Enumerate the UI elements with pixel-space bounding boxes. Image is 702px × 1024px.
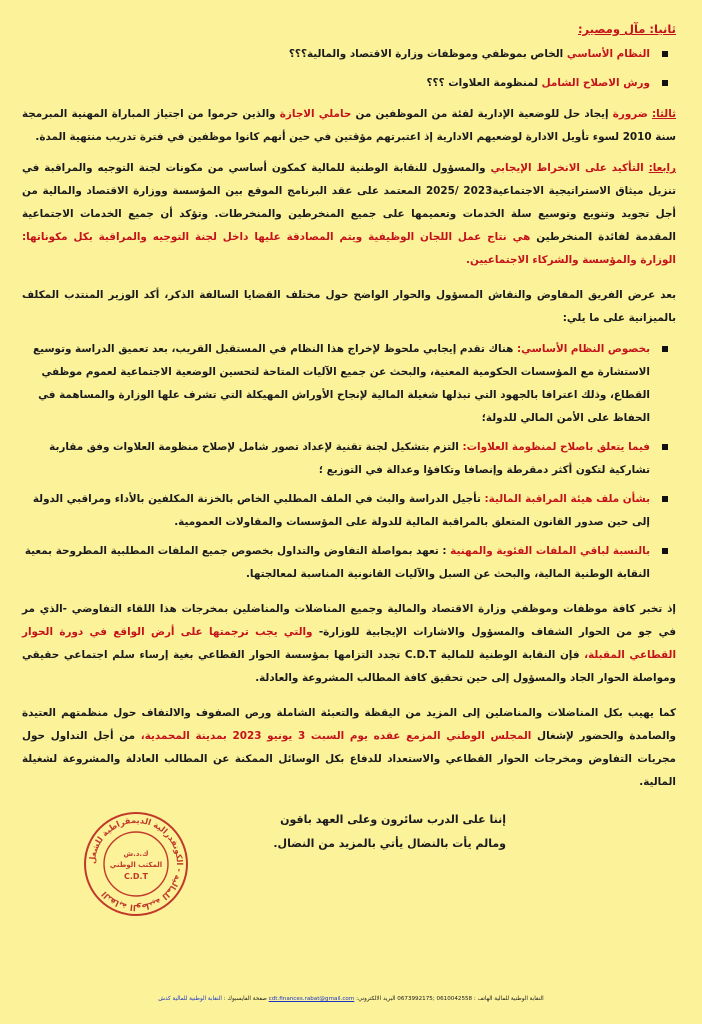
- list-item: [22, 488, 650, 534]
- list-item: [22, 72, 650, 95]
- call-highlight: المجلس الوطني المزمع عقده يوم السبت 3 يونيو 2023 بمدينة المحمدية،: [140, 730, 532, 742]
- outcome-text: إذ تخبر كافة موظفات وموظفي وزارة الاقتصاد والمالية وجميع المناضلات والمناضلين بمخرجات هذا اللقاء التفاوضي -الذي مر في جو من الحوار الشفاف والمسؤول والاشارات الإيجابية للوزارة-: [22, 603, 676, 638]
- section-four-label: رابعا:: [648, 162, 676, 174]
- call-paragraph: [22, 702, 676, 794]
- section-four-highlight: التأكيد على الانخراط الإيجابي: [490, 162, 649, 174]
- outcome-text-2: فإن النقابة الوطنية للمالية C.D.T تجدد التزامها بمؤسسة الحوار القطاعي بغية إرساء سلم اجتماعي حقيقي ومواصلة الحوار الجاد والمسؤول إلى حين تحقيق كافة المطالب المشروعة والعادلة.: [22, 649, 676, 684]
- commitment-text: تأجيل الدراسة والبث في الملف المطلبي الخاص بالخزنة المكلفين بالأداء ومراقبي الدولة إلى حين صدور القانون المتعلق بالمراقبة المالية للدولة على المؤسسات والمقاولات العمومية.: [32, 493, 650, 528]
- item-highlight: النظام الأساسي: [566, 48, 650, 60]
- stamp-ring-text: النقابة الوطنية للمالية - الكونفدرالية الديمقراطية للشغل: [86, 814, 186, 914]
- closing-line: ومالم يأت بالنضال يأتي بالمزيد من النضال.: [273, 837, 506, 850]
- commitment-text: : تعهد بمواصلة التفاوض والتداول بخصوص جميع الملفات المطلبية المطروحة بمعية النقابة الوطنية المالية، والبحث عن السبل والآليات القانونية المناسبة لمعالجتها.: [24, 545, 650, 580]
- stamp-line-1: ك.د.ش: [123, 850, 149, 858]
- section-four-text: والمسؤول للنقابة الوطنية للمالية كمكون أساسي من مكونات لجنة التوجيه والمراقبة في تنزيل ميثاق الاستراتيجية الاجتماعية2023 /2025 المعتمد على عقد البرنامج الموقع بين المؤسسة ووزارة الاقتصاد والمالية من أجل تجويد وتنويع وتوسيع سلة الخدمات وتعميمها على جميع المنخرطين والمنخرطات. وتؤكد أن جميع الخدمات الاجتماعية المقدمة لفائدة المنخرطين: [22, 162, 676, 243]
- section-three-paragraph: [22, 103, 676, 149]
- commitment-title: بشأن ملف هيئة المراقبة المالية:: [484, 493, 650, 505]
- section-four-highlight-end: هي نتاج عمل اللجان الوظيفية ويتم المصادقة عليها داخل لجنة التوجيه والمراقبة بكل مكوناتها: الوزارة والمؤسسة والشركاء الاجتماعيين.: [22, 231, 676, 266]
- commitments-list: [22, 338, 676, 586]
- section-three-highlight-2: حاملي الاجازة: [279, 108, 352, 120]
- footer-fb-label: صفحة الفايسبوك :: [223, 996, 269, 1002]
- stamp-line-2: المكتب الوطني: [109, 861, 163, 869]
- section-four-paragraph: [22, 157, 676, 272]
- commitment-title: بالنسبة لباقي الملفات الفئوية والمهنية: [450, 545, 650, 557]
- list-item: [22, 338, 650, 430]
- stamp-seal-icon: [82, 810, 190, 918]
- outcome-paragraph: [22, 598, 676, 690]
- commitment-text: التزم بتشكيل لجنة تقنية لإعداد تصور شامل لإصلاح منظومة العلاوات وفق مقاربة تشاركية لتكون أكثر دمقرطة وإنصافا وتكافؤا وعدالة في التوزيع ؛: [49, 441, 650, 476]
- call-text: كما يهيب بكل المناضلات والمناضلين إلى المزيد من اليقظة والتعبئة الشاملة ورص الصفوف والالتفاف حول منظمتهم العتيدة والصامدة والحضور لإشغال: [22, 707, 677, 742]
- item-text: الخاص بموظفي وموظفات وزارة الاقتصاد والمالية؟؟؟: [288, 48, 567, 60]
- footer-contact: النقابة الوطنية للمالية الهاتف : 0610042558 ;0673992175 البريد الالكتروني:: [356, 996, 544, 1002]
- page-footer: [0, 996, 702, 1002]
- section-three-highlight: ضرورة: [612, 108, 652, 120]
- outcome-highlight: والتي يجب ترجمتها على أرض الواقع في دورة الحوار القطاعي المقبلة،: [22, 626, 677, 661]
- item-text: لمنظومة العلاوات ؟؟؟: [426, 77, 542, 89]
- section-two-list: [22, 43, 676, 95]
- stamp-line-3: C.D.T: [123, 872, 149, 881]
- commitment-text: هناك تقدم إيجابي ملحوظ لإخراج هذا النظام في المستقبل القريب، بعد تعميق الدراسة وتوسيع الاستشارة مع المؤسسات الحكومية المعنية، والبحث عن جميع الآليات المتاحة لتحسين الوضعية الاجتماعية لعموم موظفي القطاع، وذلك اعترافا بالجهود التي تبذلها شغيلة المالية لإنجاح الأوراش المهيكلة التي تشرف علها الوزارة والمساهمة في الحفاظ على الأمن المالي للدولة؛: [33, 343, 650, 424]
- commitment-title: فيما يتعلق باصلاح لمنظومة العلاوات:: [462, 441, 650, 453]
- footer-facebook-link[interactable]: النقابة الوطنية للمالية كدش: [158, 996, 224, 1002]
- list-item: [22, 540, 650, 586]
- section-three-text: إيجاد حل للوضعية الإدارية لفئة من الموظفين من: [351, 108, 613, 120]
- intro-paragraph: بعد عرض الفريق المفاوض والنقاش المسؤول والحوار الواضح حول مختلف القضايا السالفة الذكر، أكد الوزير المنتدب المكلف بالميزانية على ما يلي:: [22, 289, 676, 324]
- union-stamp: [82, 810, 190, 918]
- section-three-label: ثالثا:: [652, 108, 677, 120]
- list-item: [22, 436, 650, 482]
- commitment-title: بخصوص النظام الأساسي:: [516, 343, 650, 355]
- item-highlight: ورش الاصلاح الشامل: [541, 77, 650, 89]
- call-text-2: من أجل التداول حول مجريات التفاوض ومخرجات الحوار القطاعي والاستعداد للدفاع بكل الوسائل الممكنة عن المطالب العادلة والمشروعة لشغيلة المالية.: [22, 730, 676, 788]
- footer-email-link[interactable]: cdt.finances.rabat@gmail.com: [268, 996, 355, 1002]
- list-item: [22, 43, 650, 66]
- section-two-heading: ثانيا: مآل ومصير:: [577, 22, 676, 36]
- section-three-text-2: والذين حرموا من اجتياز المباراة المهنية المبرمجة سنة 2010 لسوء تأويل الادارة لوضعيهم الادارية إذ اعتبرتهم مؤقتين في حين أنهم كانوا موظفين في فترة تدريب منتهية المدة.: [22, 108, 676, 143]
- closing-line: إننا على الدرب سائرون وعلى العهد باقون: [280, 813, 506, 826]
